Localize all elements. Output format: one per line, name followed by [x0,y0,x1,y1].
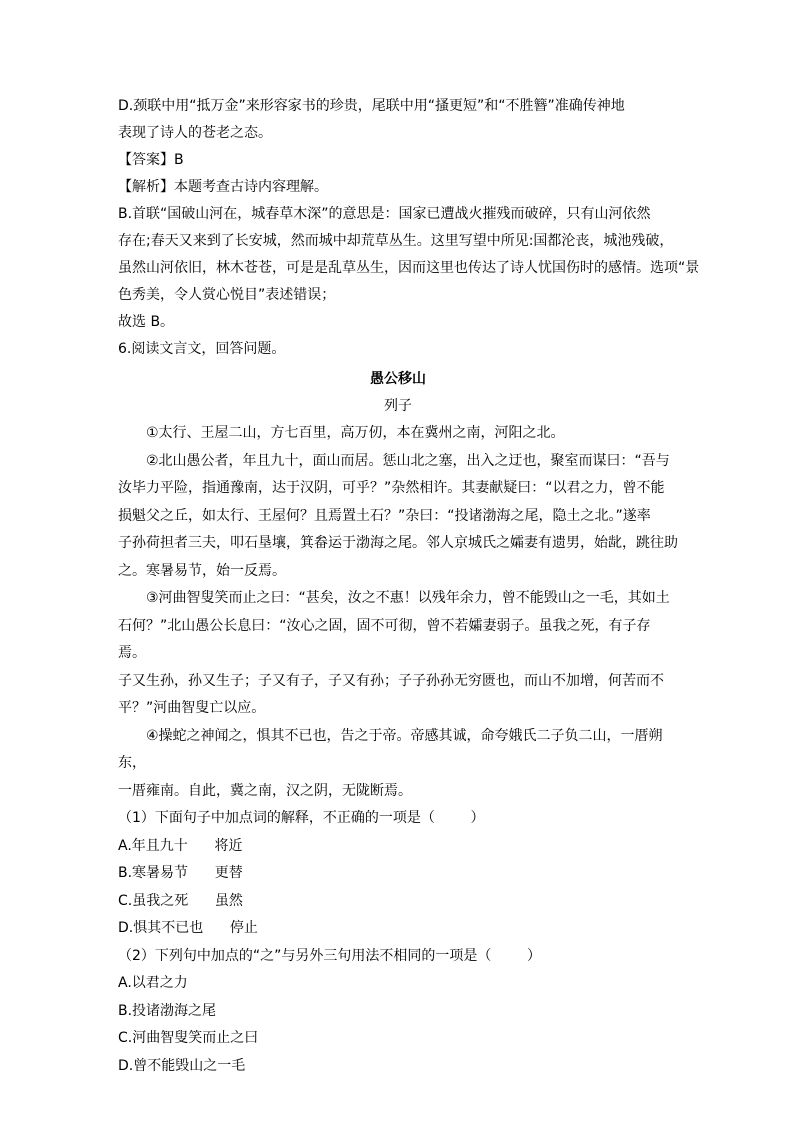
passage-line: ③河曲智叟笑而止之曰：“甚矣，汝之不惠！以残年余力，曾不能毁山之一毛，其如土 [146,590,670,606]
question-2-option-b: B.投诸渤海之尾 [118,1002,217,1019]
question-1-stem: （1）下面句子中加点词的解释，不正确的一项是（ ） [118,810,485,826]
conclusion: 故选 B。 [118,314,175,330]
question-6-prompt: 6.阅读文言文，回答问题。 [118,341,286,357]
analysis-heading: 【解析】本题考查古诗内容理解。 [118,179,328,195]
passage-line: 子又生孙，孙又生子；子又有子，子又有孙；子子孙孙无穷匮也，而山不加增，何苦而不 [118,672,664,689]
passage-line: ④操蛇之神闻之，惧其不已也，告之于帝。帝感其诚，命夸娥氏二子负二山，一厝朔东， [118,727,663,771]
question-2-option-d: D.曾不能毁山之一毛 [118,1057,246,1074]
passage-line: 石何？”北山愚公长息曰：“汝心之固，固不可彻，曾不若孀妻弱子。虽我之死，有子存焉。 [118,617,651,661]
passage-paragraph-4 [118,723,678,806]
option-d-line-1: D.颈联中用“抵万金”来形容家书的珍贵，尾联中用“搔更短”和“不胜簪”准确传神地 [118,98,625,114]
passage-line: 平？”河曲智叟亡以应。 [118,700,266,716]
analysis-line-2: 存在;春天又来到了长安城，然而城中却荒草丛生。这里写望中所见:国都沦丧，城池残破， [118,233,674,249]
passage-line: 之。寒暑易节，始一反焉。 [118,562,286,579]
question-1-option-c: C.虽我之死 虽然 [118,892,243,909]
option-d-line-2: 表现了诗人的苍老之态。 [118,125,272,141]
passage-paragraph-2 [118,448,678,586]
passage-line: ②北山愚公者，年且九十，面山而居。惩山北之塞，出入之迂也，聚室而谋曰：“吾与 [146,452,670,469]
question-1-option-b: B.寒暑易节 更替 [118,865,243,881]
document-page [118,93,700,1080]
passage-author: 列子 [384,398,412,414]
question-1-option-a: A.年且九十 将近 [118,837,243,854]
answer-label: 【答案】B [118,152,184,168]
passage-line: 损魁父之丘，如太行、王屋何？且焉置土石？”杂曰：“投诸渤海之尾，隐土之北。”遂率 [118,507,651,524]
passage-paragraph-3 [118,585,678,723]
passage-line: 汝毕力平险，指通豫南，达于汉阴，可乎？”杂然相许。其妻献疑曰：“以君之力，曾不能 [118,480,665,496]
analysis-line-3: 虽然山河依旧，林木苍苍，可是是乱草丛生，因而这里也传达了诗人忧国伤时的感情。选项“景 [118,260,700,276]
passage-line: 一厝雍南。自此，冀之南，汉之阴，无陇断焉。 [118,782,412,799]
passage-title: 愚公移山 [370,371,426,387]
question-2-option-a: A.以君之力 [118,975,188,991]
passage-line: 子孙荷担者三夫，叩石垦壤，箕畚运于渤海之尾。邻人京城氏之孀妻有遗男，始龀，跳往助 [118,535,678,551]
passage-paragraph-1: ①太行、王屋二山，方七百里，高万仞，本在冀州之南，河阳之北。 [146,425,565,441]
question-2-option-c: C.河曲智叟笑而止之曰 [118,1030,259,1046]
analysis-line-1: B.首联“国破山河在，城春草木深”的意思是：国家已遭战火摧残而破碎，只有山河依然 [118,206,651,222]
question-2-stem: （2）下列句中加点的“之”与另外三句用法不相同的一项是（ ） [118,947,542,964]
question-1-option-d: D.惧其不已也 停止 [118,920,258,936]
analysis-line-4: 色秀美，令人赏心悦目”表述错误； [118,287,336,303]
